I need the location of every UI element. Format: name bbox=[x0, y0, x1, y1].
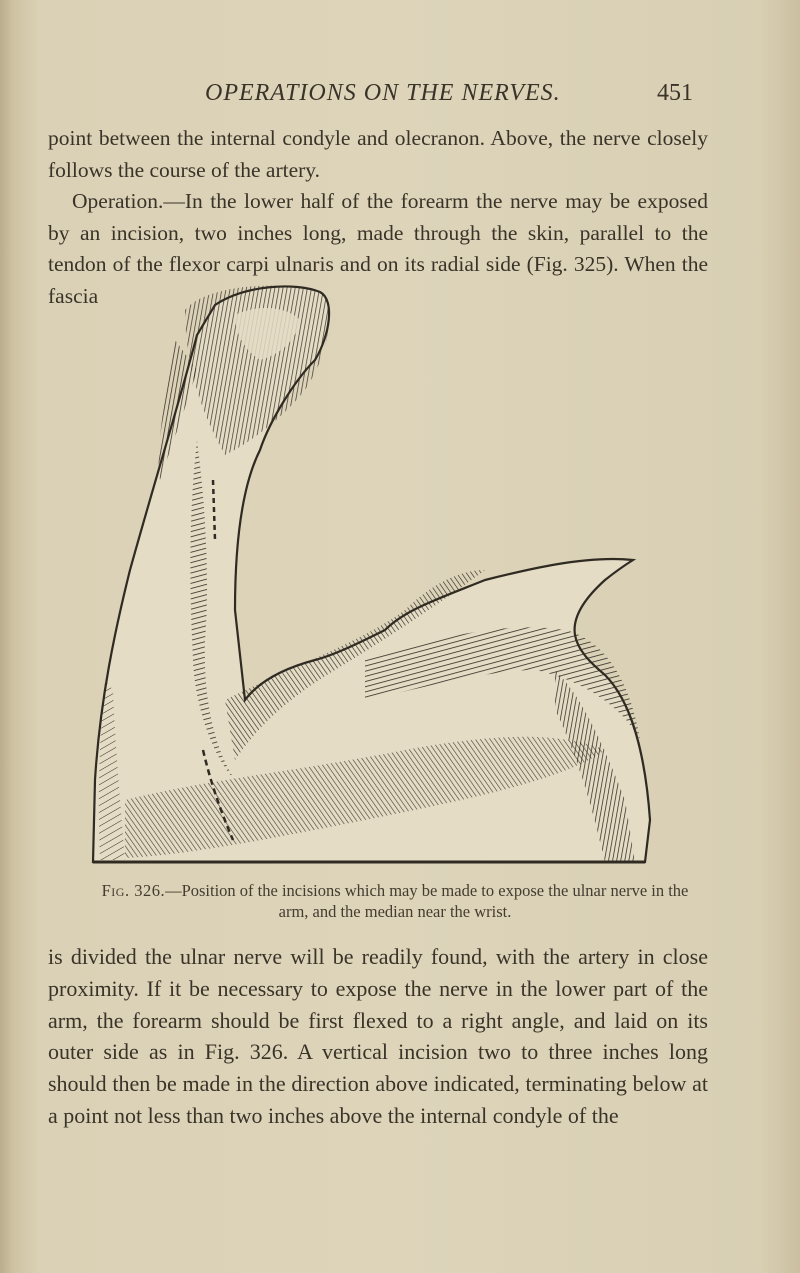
flexed-arm-engraving bbox=[85, 280, 665, 870]
bottom-text-block bbox=[48, 941, 708, 1132]
running-title: OPERATIONS ON THE NERVES. bbox=[205, 80, 561, 106]
paragraph-ulnar-nerve: is divided the ulnar nerve will be readily found, with the artery in close proximity. If it be necessary to expose the nerve in the lower part of the arm, the forearm should be first flexed to a right angle, and laid on its outer side as in Fig. 326. A vertical incision two to three inches long should then be made in the direction above indicated, terminating below at a point not less than two inches above the internal condyle of the bbox=[48, 944, 708, 1128]
paragraph-operation: Operation.—In the lower half of the forearm the nerve may be exposed by an incision, two inches long, made through the skin, parallel to the tendon of the flexor carpi ulnaris and on its radial side (Fig. 325). When the fascia bbox=[48, 189, 708, 308]
figure-caption bbox=[85, 880, 705, 922]
paragraph-continuation: point between the internal condyle and olecranon. Above, the nerve closely follows the course of the artery. bbox=[48, 126, 708, 182]
figure-label: Fig. 326. bbox=[101, 881, 166, 900]
page-number: 451 bbox=[657, 80, 693, 106]
arm-illustration bbox=[85, 280, 665, 870]
running-head bbox=[0, 80, 800, 114]
figure-caption-text: —Position of the incisions which may be made to expose the ulnar nerve in the arm, and the median near the wrist. bbox=[165, 881, 689, 921]
